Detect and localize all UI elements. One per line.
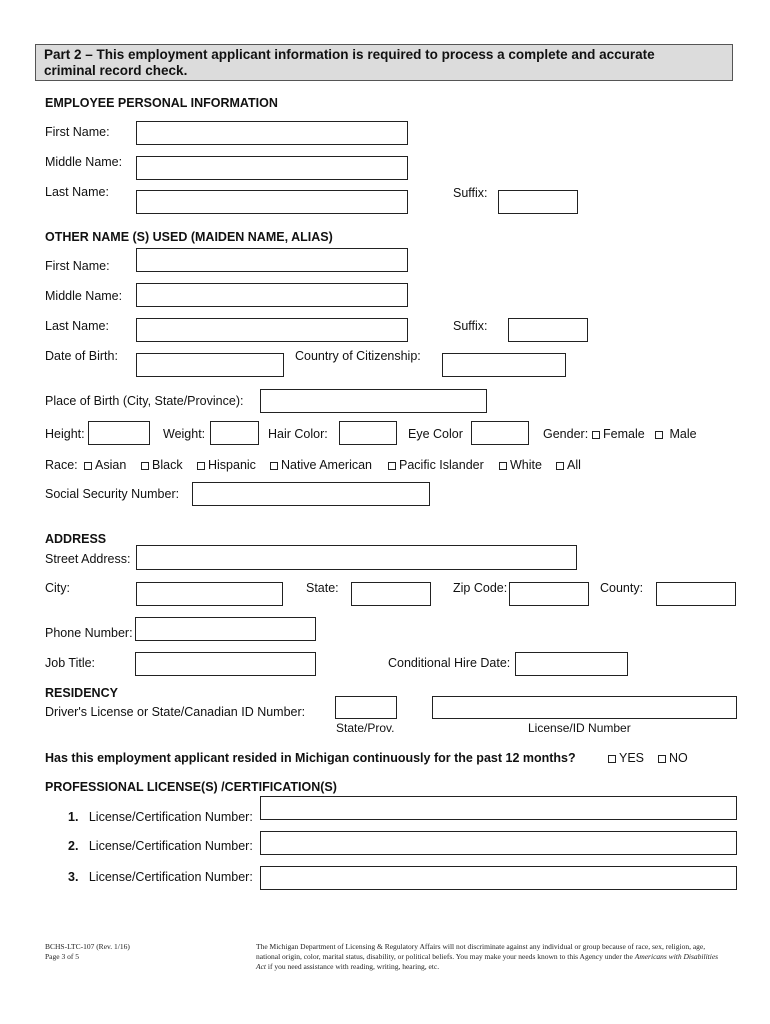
race-black-option[interactable]: Black (141, 458, 183, 472)
race-white-option[interactable]: White (499, 458, 542, 472)
alias-last-name-label: Last Name: (45, 319, 109, 333)
license-2-field[interactable] (260, 831, 737, 855)
place-of-birth-field[interactable] (260, 389, 487, 413)
job-title-label: Job Title: (45, 656, 96, 670)
city-field[interactable] (136, 582, 283, 606)
professional-heading: PROFESSIONAL LICENSE(S) /CERTIFICATION(S) (45, 780, 337, 794)
state-field[interactable] (351, 582, 431, 606)
eye-color-field[interactable] (471, 421, 529, 445)
phone-field[interactable] (135, 617, 316, 641)
checkbox-icon[interactable] (197, 462, 205, 470)
street-address-field[interactable] (136, 545, 577, 570)
first-name-label: First Name: (45, 125, 110, 139)
county-field[interactable] (656, 582, 736, 606)
alias-middle-name-field[interactable] (136, 283, 408, 307)
license-item-1: 1. License/Certification Number: (68, 810, 253, 824)
header-line-2: criminal record check. (44, 63, 188, 78)
last-name-label: Last Name: (45, 185, 109, 199)
license-state-field[interactable] (335, 696, 397, 719)
page-number: Page 3 of 5 (45, 952, 79, 961)
phone-label: Phone Number: (45, 626, 133, 640)
checkbox-icon[interactable] (141, 462, 149, 470)
hire-date-label: Conditional Hire Date: (388, 656, 511, 670)
ssn-label: Social Security Number: (45, 487, 180, 501)
gender-female-option[interactable]: Female (592, 427, 645, 441)
race-pacific-islander-option[interactable]: Pacific Islander (388, 458, 484, 472)
license-id-caption: License/ID Number (528, 721, 631, 735)
checkbox-icon[interactable] (556, 462, 564, 470)
eye-color-label: Eye Color (408, 427, 463, 441)
checkbox-icon[interactable] (388, 462, 396, 470)
license-1-field[interactable] (260, 796, 737, 820)
checkbox-icon[interactable] (499, 462, 507, 470)
checkbox-icon[interactable] (608, 755, 616, 763)
race-hispanic-option[interactable]: Hispanic (197, 458, 256, 472)
section-header (35, 44, 733, 81)
citizenship-label: Country of Citizenship: (295, 349, 421, 363)
county-label: County: (600, 581, 644, 595)
gender-male-option[interactable]: Male (655, 427, 697, 441)
checkbox-icon[interactable] (592, 431, 600, 439)
address-heading: ADDRESS (45, 532, 107, 546)
gender-label: Gender: (543, 427, 589, 441)
alias-last-name-field[interactable] (136, 318, 408, 342)
alias-suffix-field[interactable] (508, 318, 588, 342)
dob-field[interactable] (136, 353, 284, 377)
license-3-field[interactable] (260, 866, 737, 890)
checkbox-icon[interactable] (655, 431, 663, 439)
state-label: State: (306, 581, 339, 595)
license-item-3: 3. License/Certification Number: (68, 870, 253, 884)
header-line-1: Part 2 – This employment applicant information is required to process a complete and accurate (44, 47, 655, 62)
checkbox-icon[interactable] (84, 462, 92, 470)
alias-suffix-label: Suffix: (453, 319, 488, 333)
suffix-label: Suffix: (453, 186, 488, 200)
residency-heading: RESIDENCY (45, 686, 118, 700)
middle-name-label: Middle Name: (45, 155, 123, 169)
job-title-field[interactable] (135, 652, 316, 676)
license-item-2: 2. License/Certification Number: (68, 839, 253, 853)
alias-middle-name-label: Middle Name: (45, 289, 123, 303)
street-address-label: Street Address: (45, 552, 131, 566)
nondiscrimination-notice: The Michigan Department of Licensing & Regulatory Affairs will not discriminate against any individual or group because of race, sex, religion, age, national origin, color, marital status, disability, or political beliefs. You may make your needs known to this Agency under the Americans with Disabilities Act if you need assistance with reading, writing, hearing, etc. (256, 942, 719, 971)
alias-first-name-label: First Name: (45, 259, 110, 273)
citizenship-field[interactable] (442, 353, 566, 377)
zip-field[interactable] (509, 582, 589, 606)
state-prov-caption: State/Prov. (336, 721, 395, 735)
middle-name-field[interactable] (136, 156, 408, 180)
height-field[interactable] (88, 421, 150, 445)
weight-field[interactable] (210, 421, 259, 445)
hair-color-field[interactable] (339, 421, 397, 445)
license-label: Driver's License or State/Canadian ID Number: (45, 705, 306, 719)
personal-heading: EMPLOYEE PERSONAL INFORMATION (45, 96, 278, 110)
residency-yes-option[interactable]: YES (608, 751, 644, 765)
race-asian-option[interactable]: Asian (84, 458, 126, 472)
city-label: City: (45, 581, 70, 595)
hire-date-field[interactable] (515, 652, 628, 676)
license-number-field[interactable] (432, 696, 737, 719)
race-native-american-option[interactable]: Native American (270, 458, 372, 472)
form-id: BCHS-LTC-107 (Rev. 1/16) (45, 942, 130, 951)
ssn-field[interactable] (192, 482, 430, 506)
checkbox-icon[interactable] (270, 462, 278, 470)
last-name-field[interactable] (136, 190, 408, 214)
hair-color-label: Hair Color: (268, 427, 328, 441)
suffix-field[interactable] (498, 190, 578, 214)
checkbox-icon[interactable] (658, 755, 666, 763)
residency-no-option[interactable]: NO (658, 751, 688, 765)
alias-first-name-field[interactable] (136, 248, 408, 272)
weight-label: Weight: (163, 427, 206, 441)
place-of-birth-label: Place of Birth (City, State/Province): (45, 394, 244, 408)
first-name-field[interactable] (136, 121, 408, 145)
race-label: Race: (45, 458, 78, 472)
dob-label: Date of Birth: (45, 349, 118, 363)
zip-label: Zip Code: (453, 581, 508, 595)
height-label: Height: (45, 427, 85, 441)
race-all-option[interactable]: All (556, 458, 581, 472)
michigan-residency-question: Has this employment applicant resided in Michigan continuously for the past 12 months? (45, 751, 576, 765)
other-names-heading: OTHER NAME (S) USED (MAIDEN NAME, ALIAS) (45, 230, 333, 244)
